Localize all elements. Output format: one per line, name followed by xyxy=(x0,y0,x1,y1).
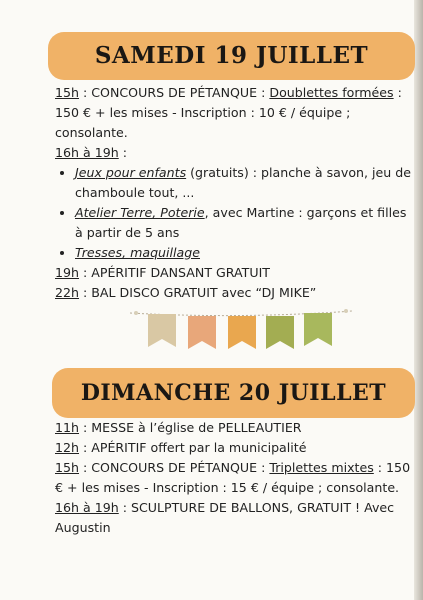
bunting-flag xyxy=(304,313,332,346)
list-item xyxy=(75,163,415,203)
bunting-flag xyxy=(228,316,256,349)
activity-text: (gratuits) : planche à savon, jeu de chamboule tout, ... xyxy=(75,165,411,200)
time-label: 12h xyxy=(55,440,80,455)
time-label: 15h xyxy=(55,85,80,100)
saturday-title: SAMEDI 19 JUILLET xyxy=(94,42,369,69)
bunting-flag xyxy=(266,316,294,349)
saturday-item-16h xyxy=(55,143,415,163)
time-label: 11h xyxy=(55,420,80,435)
page-edge-shadow xyxy=(414,0,423,600)
bunting-flag xyxy=(188,316,216,349)
time-label: 16h à 19h xyxy=(55,500,119,515)
event-text: : xyxy=(118,145,127,160)
activity-title: Jeux pour enfants xyxy=(75,165,187,180)
event-text: : 150 € + les mises - Inscription : 15 € / équipe ; consolante. xyxy=(55,460,411,495)
event-text: : MESSE à l’église de PELLEAUTIER xyxy=(79,420,302,435)
sunday-item-15h xyxy=(55,458,415,498)
sunday-item-12h xyxy=(55,438,415,458)
event-text: : BAL DISCO GRATUIT avec “DJ MIKE” xyxy=(79,285,317,300)
event-highlight: Triplettes mixtes xyxy=(269,460,374,475)
saturday-item-19h xyxy=(55,263,415,283)
time-label: 15h xyxy=(55,460,80,475)
event-text: : 150 € + les mises - Inscription : 10 € / équipe ; consolante. xyxy=(55,85,402,140)
saturday-program xyxy=(55,83,415,303)
garland-ornament xyxy=(134,311,138,315)
sunday-program xyxy=(55,418,415,538)
event-text: : SCULPTURE DE BALLONS, GRATUIT ! Avec Augustin xyxy=(55,500,395,535)
sunday-item-16h xyxy=(55,498,415,538)
saturday-item-22h xyxy=(55,283,415,303)
sunday-title: DIMANCHE 20 JUILLET xyxy=(80,380,387,406)
activity-title: Tresses, maquillage xyxy=(75,245,200,260)
saturday-activities-list xyxy=(55,163,415,263)
activity-title: Atelier Terre, Poterie xyxy=(75,205,205,220)
event-text: : CONCOURS DE PÉTANQUE : xyxy=(79,85,270,100)
list-item xyxy=(75,243,415,263)
saturday-item-15h xyxy=(55,83,415,143)
activity-text: , avec Martine : garçons et filles à partir de 5 ans xyxy=(75,205,407,240)
list-item xyxy=(75,203,415,243)
event-highlight: Doublettes formées xyxy=(269,85,394,100)
garland-ornament xyxy=(344,309,348,313)
event-text: : APÉRITIF DANSANT GRATUIT xyxy=(79,265,270,280)
time-label: 16h à 19h xyxy=(55,145,119,160)
event-text: : CONCOURS DE PÉTANQUE : xyxy=(79,460,270,475)
bunting-flag xyxy=(148,314,176,347)
time-label: 19h xyxy=(55,265,80,280)
time-label: 22h xyxy=(55,285,80,300)
sunday-item-11h xyxy=(55,418,415,438)
saturday-title-banner xyxy=(48,32,415,80)
bunting-garland xyxy=(128,305,354,355)
sunday-title-banner xyxy=(52,368,415,418)
event-text: : APÉRITIF offert par la municipalité xyxy=(79,440,307,455)
